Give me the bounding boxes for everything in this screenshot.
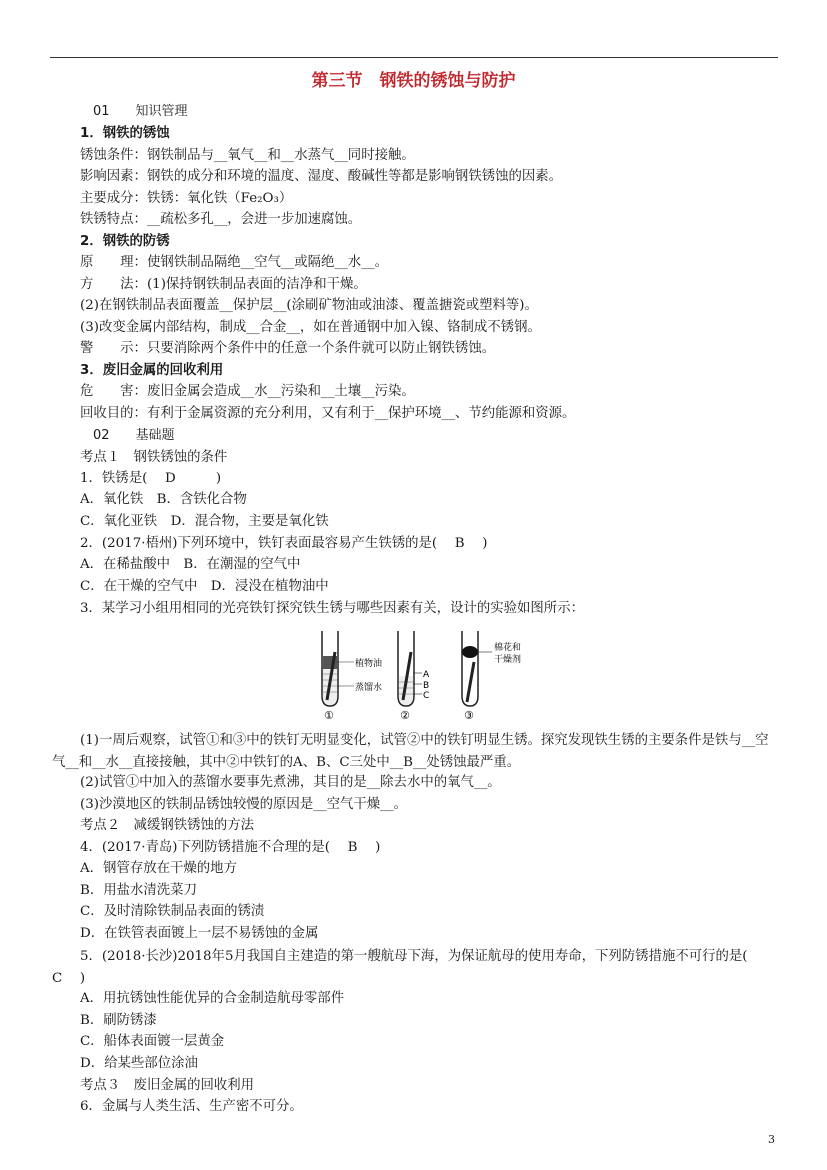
option-a: A．用抗锈蚀性能优异的合金制造航母零部件 xyxy=(80,991,345,1006)
question-1: 1．铁锈是( D ) xyxy=(80,471,222,486)
label-c: C xyxy=(423,691,430,701)
text-line: (3)改变金属内部结构，制成__合金__，如在普通钢中加入镍、铬制成不锈钢。 xyxy=(80,320,541,335)
text-line: (2)在钢铁制品表面覆盖__保护层__(涂刷矿物油或油漆、覆盖搪瓷或塑料等)。 xyxy=(80,298,538,313)
option-b: B．用盐水清洗菜刀 xyxy=(80,883,197,898)
question-3-part-3: (3)沙漠地区的铁制品锈蚀较慢的原因是__空气干燥__。 xyxy=(80,797,407,812)
text-line: 影响因素：钢铁的成分和环境的温度、湿度、酸碱性等都是影响钢铁锈蚀的因素。 xyxy=(80,169,563,184)
options-cd: C．在干燥的空气中 D．浸没在植物油中 xyxy=(80,579,329,594)
options-cd: C．氧化亚铁 D．混合物，主要是氧化铁 xyxy=(80,514,329,529)
cotton-desiccant xyxy=(462,646,478,658)
text-line: 主要成分：铁锈：氧化铁（Fe₂O₃） xyxy=(80,191,293,206)
label-b: B xyxy=(423,681,430,691)
heading-protection: 2．钢铁的防锈 xyxy=(80,234,170,249)
question-3-part-2: (2)试管①中加入的蒸馏水要事先煮沸，其目的是__除去水中的氧气__。 xyxy=(80,775,501,790)
option-b: B．刷防锈漆 xyxy=(80,1013,157,1028)
label-tube-3: ③ xyxy=(464,709,474,720)
test-tube-3 xyxy=(462,631,478,706)
text-line: 原 理：使钢铁制品隔绝__空气__或隔绝__水__。 xyxy=(80,255,388,270)
question-3: 3．某学习小组用相同的光亮铁钉探究铁生锈与哪些因素有关，设计的实验如图所示： xyxy=(80,601,584,616)
question-4: 4．(2017·青岛)下列防锈措施不合理的是( B ) xyxy=(80,840,381,855)
heading-recycle: 3．废旧金属的回收利用 xyxy=(80,363,224,378)
experiment-figure xyxy=(312,628,562,720)
topic-3: 考点３ 废旧金属的回收利用 xyxy=(80,1078,255,1093)
label-tube-1: ① xyxy=(324,709,334,720)
topic-1: 考点１ 钢铁锈蚀的条件 xyxy=(80,450,228,465)
page-number: 3 xyxy=(768,1133,775,1146)
label-oil: 植物油 xyxy=(355,659,383,669)
option-c: C．船体表面镀一层黄金 xyxy=(80,1034,225,1049)
heading-rust: 1．钢铁的锈蚀 xyxy=(80,126,170,141)
section-knowledge: 01 知识管理 xyxy=(93,104,188,119)
label-water: 蒸馏水 xyxy=(355,683,383,693)
question-5: 5．(2018·长沙)2018年5月我国自主建造的第一艘航母下海，为保证航母的使用寿命，下列防锈措施不可行的是( C ) xyxy=(52,949,779,986)
topic-2: 考点２ 减缓钢铁锈蚀的方法 xyxy=(80,818,255,833)
nail-3 xyxy=(467,662,474,702)
option-a: A．钢管存放在干燥的地方 xyxy=(80,861,237,876)
label-desiccant: 干燥剂 xyxy=(494,655,522,665)
text-line: 危 害：废旧金属会造成__水__污染和__土壤__污染。 xyxy=(80,384,415,399)
option-d: D．在铁管表面镀上一层不易锈蚀的金属 xyxy=(80,926,319,941)
question-6: 6．金属与人类生活、生产密不可分。 xyxy=(80,1099,303,1114)
option-d: D．给某些部位涂油 xyxy=(80,1056,198,1071)
question-3-part-1: (1)一周后观察，试管①和③中的铁钉无明显变化，试管②中的铁钉明显生锈。探究发现铁生锈的主要条件是铁与__空气__和__水__直接接触，其中②中铁钉的A、B、C三处中__B__处锈蚀最严重。 xyxy=(52,733,769,770)
options-ab: A．氧化铁 B．含铁化合物 xyxy=(80,492,247,507)
text-line: 铁锈特点：__疏松多孔__，会进一步加速腐蚀。 xyxy=(80,212,362,227)
options-ab: A．在稀盐酸中 B．在潮湿的空气中 xyxy=(80,557,301,572)
question-2: 2．(2017·梧州)下列环境中，铁钉表面最容易产生铁锈的是( B ) xyxy=(80,536,488,551)
text-line: 方 法：(1)保持钢铁制品表面的洁净和干燥。 xyxy=(80,277,367,292)
label-tube-2: ② xyxy=(400,709,410,720)
top-rule xyxy=(50,57,778,58)
text-line: 锈蚀条件：钢铁制品与__氧气__和__水蒸气__同时接触。 xyxy=(80,148,415,163)
page-title: 第三节 钢铁的锈蚀与防护 xyxy=(311,71,516,91)
label-a: A xyxy=(423,670,430,680)
option-c: C．及时清除铁制品表面的锈渍 xyxy=(80,904,265,919)
text-line: 警 示：只要消除两个条件中的任意一个条件就可以防止钢铁锈蚀。 xyxy=(80,341,496,356)
text-line: 回收目的：有利于金属资源的充分利用，又有利于__保护环境__、节约能源和资源。 xyxy=(80,406,576,421)
label-cotton: 棉花和 xyxy=(494,643,522,653)
section-basic: 02 基础题 xyxy=(93,428,175,443)
